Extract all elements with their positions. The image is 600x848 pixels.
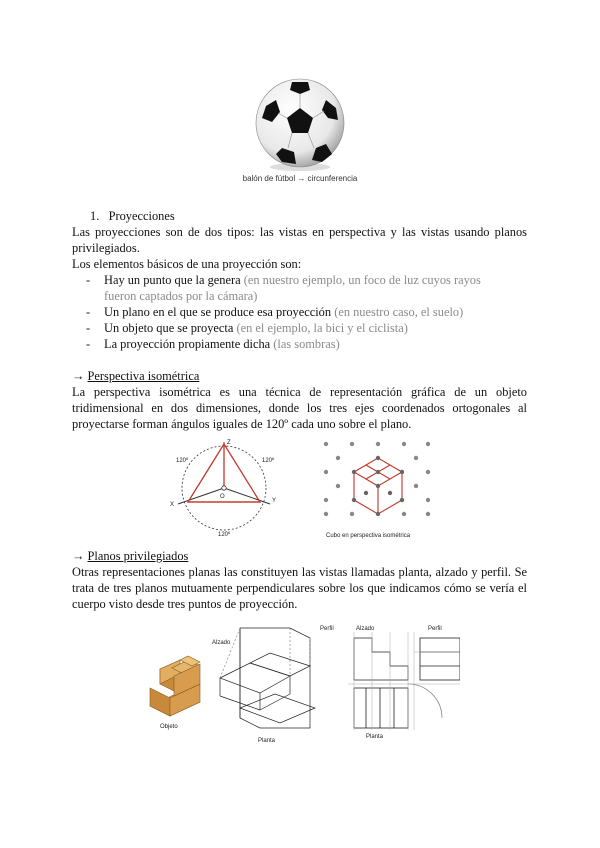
section-title: Proyecciones — [108, 209, 175, 223]
subsection-title: Perspectiva isométrica — [87, 369, 200, 383]
origin-label: O — [220, 494, 225, 500]
cube-caption: Cubo en perspectiva isométrica — [326, 533, 411, 539]
list-item: - Un plano en el que se produce esa proyección (en nuestro caso, el suelo) — [86, 305, 464, 319]
label-objeto: Objeto — [160, 724, 178, 730]
label-alzado-iso: Alzado — [212, 640, 231, 646]
axis-x-label: X — [170, 502, 175, 508]
elements-list — [72, 272, 512, 352]
arrow-icon: → — [72, 369, 85, 383]
list-item-note: (las sombras) — [273, 337, 340, 351]
angle-label-bottom: 120º — [218, 532, 231, 538]
list-item: - Un objeto que se proyecta (en el ejemplo, la bici y el ciclista) — [86, 321, 408, 335]
label-planta-flat: Planta — [366, 734, 384, 740]
angle-label-left: 120º — [176, 458, 189, 464]
isometric-axes-figure — [168, 436, 288, 538]
axis-y-label: Y — [272, 498, 277, 504]
section-heading — [90, 208, 175, 224]
label-perfil-iso: Perfil — [320, 626, 334, 632]
axis-z-label: Z — [227, 440, 231, 446]
list-item-main: Hay un punto que la genera — [104, 273, 241, 287]
list-item-note: (en nuestro caso, el suelo) — [334, 305, 464, 319]
list-item-note: (en el ejemplo, la bici y el ciclista) — [236, 321, 408, 335]
isometric-paragraph: La perspectiva isométrica es una técnica de representación gráfica de un objeto tridimensional en dos dimensiones, donde los tres ejes coordenados ortogonales al proyectarse forman ángulos iguales de 120º cada uno sobre el plano. — [72, 385, 527, 431]
subsection-title: Planos privilegiados — [87, 549, 189, 563]
list-item-main: Un objeto que se proyecta — [104, 321, 234, 335]
arrow-icon: → — [72, 549, 85, 563]
list-item-main: Un plano en el que se produce esa proyección — [104, 305, 332, 319]
planes-paragraph: Otras representaciones planas las constituyen las vistas llamadas planta, alzado y perfil. Se trata de tres planos mutuamente perpendiculares sobre los que indicamos cómo se vería el cuerpo visto desde tres puntos de proyección. — [72, 565, 527, 611]
subsection-heading — [72, 548, 188, 564]
list-item-main: La proyección propiamente dicha — [104, 337, 271, 351]
soccer-ball-image — [252, 78, 348, 172]
list-item-note: (en nuestro ejemplo, un foco de luz cuyos rayos fueron captados por la cámara) — [104, 273, 481, 303]
section-number: 1. — [90, 209, 100, 223]
wooden-object — [150, 656, 200, 716]
intro-paragraph: Las proyecciones son de dos tipos: las vistas en perspectiva y las vistas usando planos privilegiados. — [72, 225, 527, 255]
figure-caption: balón de fútbol → circunferencia — [242, 174, 358, 183]
label-alzado-flat: Alzado — [356, 626, 375, 632]
elements-title: Los elementos básicos de una proyección son: — [72, 257, 302, 271]
list-item: - Hay un punto que la genera (en nuestro ejemplo, un foco de luz cuyos rayos fueron captados por la cámara) — [86, 273, 481, 303]
subsection-heading — [72, 368, 199, 384]
label-planta-iso: Planta — [258, 738, 276, 744]
angle-label-right: 120º — [262, 458, 275, 464]
isometric-cube-figure — [318, 438, 438, 540]
label-perfil-flat: Perfil — [428, 626, 442, 632]
list-item: - La proyección propiamente dicha (las sombras) — [86, 337, 340, 351]
orthographic-views-figure — [140, 618, 460, 746]
